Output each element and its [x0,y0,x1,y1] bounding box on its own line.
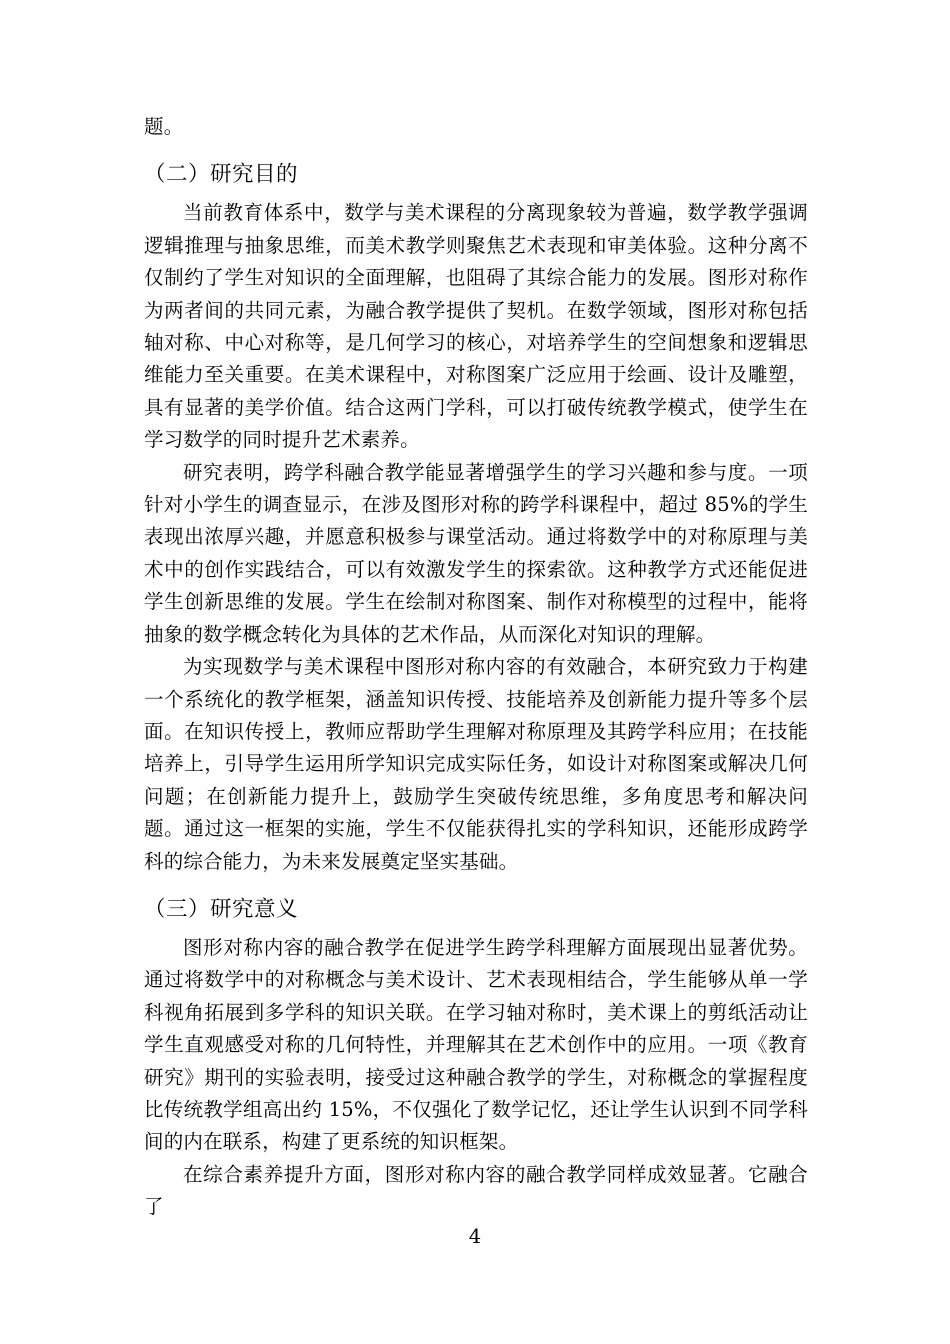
section-heading-research-purpose: （二）研究目的 [144,162,299,188]
paragraph: 图形对称内容的融合教学在促进学生跨学科理解方面展现出显著优势。通过将数学中的对称概念与美术设计、艺术表现相结合，学生能够从单一学科视角拓展到多学科的知识关联。在学习轴对称时，美术课上的剪纸活动让学生直观感受对称的几何特性，并理解其在艺术创作中的应用。一项《教育研究》期刊的实验表明，接受过这种融合教学的学生，对称概念的掌握程度比传统教学组高出约 15%，不仅强化了数学记忆，还让学生认识到不同学科间的内在联系，构建了更系统的知识框架。 [144,935,808,1154]
paragraph: 在综合素养提升方面，图形对称内容的融合教学同样成效显著。它融合了 [144,1162,808,1219]
paragraph: 为实现数学与美术课程中图形对称内容的有效融合，本研究致力于构建一个系统化的教学框架，涵盖知识传授、技能培养及创新能力提升等多个层面。在知识传授上，教师应帮助学生理解对称原理及其跨学科应用；在技能培养上，引导学生运用所学知识完成实际任务，如设计对称图案或解决几何问题；在创新能力提升上，鼓励学生突破传统思维，多角度思考和解决问题。通过这一框架的实施，学生不仅能获得扎实的学科知识，还能形成跨学科的综合能力，为未来发展奠定坚实基础。 [144,655,808,873]
page-number: 4 [468,1225,482,1248]
continued-paragraph: 题。 [144,115,184,138]
page-content [144,111,808,1224]
paragraph: 当前教育体系中，数学与美术课程的分离现象较为普遍，数学教学强调逻辑推理与抽象思维，而美术教学则聚焦艺术表现和审美体验。这种分离不仅制约了学生对知识的全面理解，也阻碍了其综合能力的发展。图形对称作为两者间的共同元素，为融合教学提供了契机。在数学领域，图形对称包括轴对称、中心对称等，是几何学习的核心，对培养学生的空间想象和逻辑思维能力至关重要。在美术课程中，对称图案广泛应用于绘画、设计及雕塑，具有显著的美学价值。结合这两门学科，可以打破传统教学模式，使学生在学习数学的同时提升艺术素养。 [144,201,808,452]
paragraph: 研究表明，跨学科融合教学能显著增强学生的学习兴趣和参与度。一项针对小学生的调查显示，在涉及图形对称的跨学科课程中，超过 85%的学生表现出浓厚兴趣，并愿意积极参与课堂活动。通过将数学中的对称原理与美术中的创作实践结合，可以有效激发学生的探索欲。这种教学方式还能促进学生创新思维的发展。学生在绘制对称图案、制作对称模型的过程中，能将抽象的数学概念转化为具体的艺术作品，从而深化对知识的理解。 [144,460,808,646]
section-heading-research-significance: （三）研究意义 [144,896,299,922]
